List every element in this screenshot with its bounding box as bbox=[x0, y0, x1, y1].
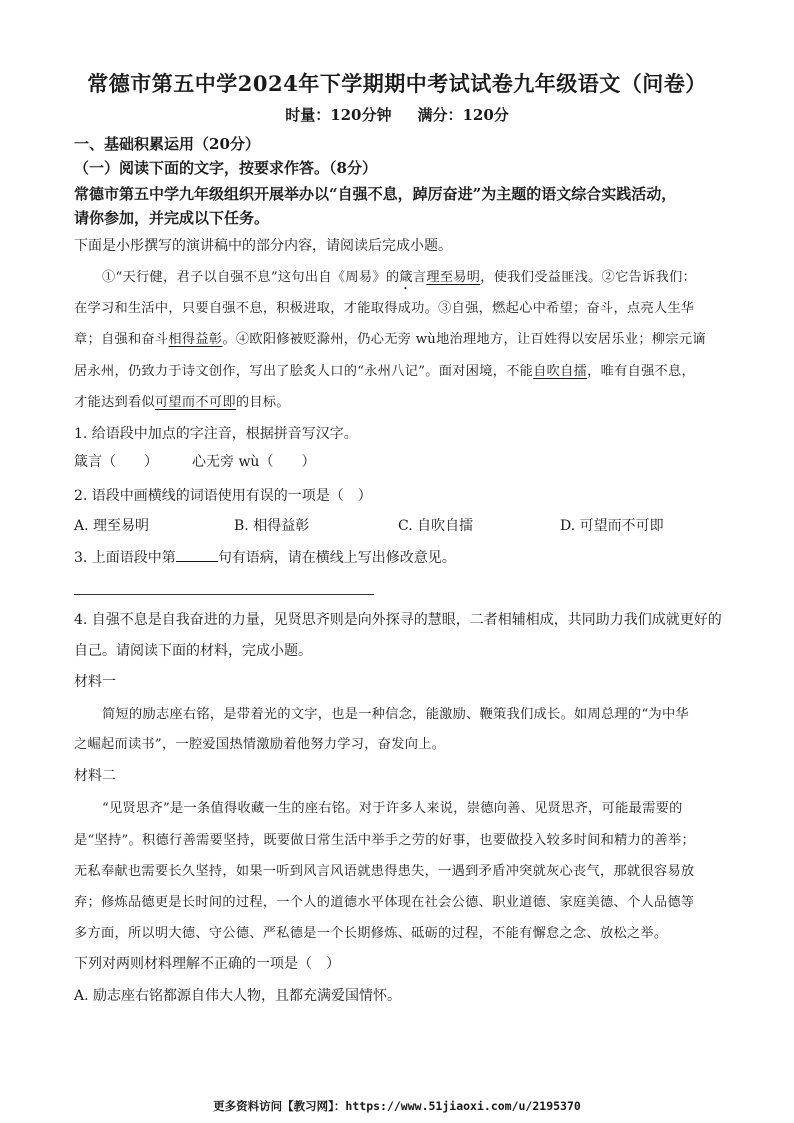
material-2-label: 材料二 bbox=[74, 768, 116, 784]
exam-title: 常德市第五中学2024年下学期期中考试试卷九年级语文（问卷） bbox=[87, 71, 707, 96]
section-heading: 一、基础积累运用（20分） bbox=[74, 135, 260, 153]
activity-intro-line2: 请你参加，并完成以下任务。 bbox=[74, 209, 270, 227]
material-2-line3: 无私奉献也需要长久坚持，如果一听到风言风语就患得患失，一遇到矛盾冲突就灰心丧气，那就很容易放 bbox=[74, 864, 695, 879]
question-4-sub-stem: 下列对两则材料理解不正确的一项是（ ） bbox=[74, 956, 340, 972]
question-4-option-a: A. 励志座右铭都源自伟大人物，且都充满爱国情怀。 bbox=[74, 988, 402, 1004]
material-2-line2: 是“坚持”。积德行善需要坚持，既要做日常生活中举手之劳的好事，也要做投入较多时间和精力的善举； bbox=[74, 833, 696, 848]
material-2-line1: “见贤思齐”是一条值得收藏一生的座右铭。对于许多人来说，崇德向善、见贤思齐，可能最需要的 bbox=[102, 801, 683, 816]
passage-line-4 bbox=[74, 360, 695, 379]
material-1-line2: 之崛起而读书”，一腔爱国热情激励着他努力学习，奋发向上。 bbox=[74, 737, 446, 752]
passage-line-3 bbox=[74, 328, 706, 347]
question-4-stem-line1: 4. 自强不息是自我奋进的力量，见贤思齐则是向外探寻的慧眼，二者相辅相成，共同助力我们成就更好的 bbox=[74, 612, 722, 628]
fill-blank bbox=[176, 547, 218, 562]
sub-section-heading: （一）阅读下面的文字，按要求作答。（8分） bbox=[74, 159, 377, 177]
passage-text: ①“天行健，君子以自强不息”这句出自《周易》的 bbox=[102, 270, 400, 285]
underlined-phrase: 相得益彰 bbox=[168, 332, 223, 347]
underlined-phrase: 可望而不可即 bbox=[154, 395, 236, 410]
option-d: D. 可望而不可即 bbox=[560, 518, 664, 534]
underlined-phrase: 自吹自擂 bbox=[533, 364, 588, 379]
question-1-item-a: 箴言（ ） bbox=[74, 454, 158, 470]
full-score: 满分：120分 bbox=[417, 106, 509, 124]
passage-lead: 下面是小彤撰写的演讲稿中的部分内容，请阅读后完成小题。 bbox=[74, 238, 452, 254]
option-b: B. 相得益彰 bbox=[234, 518, 310, 534]
activity-intro-line1: 常德市第五中学九年级组织开展举办以“自强不息，踔厉奋进”为主题的语文综合实践活动， bbox=[74, 185, 677, 203]
passage-text: 居永州，仍致力于诗文创作，写出了脍炙人口的“永州八记”。面对困境，不能 bbox=[74, 364, 534, 379]
question-4-stem-line2: 自己。请阅读下面的材料，完成小题。 bbox=[74, 643, 312, 659]
question-1-stem: 1. 给语段中加点的字注音，根据拼音写汉字。 bbox=[74, 426, 358, 442]
material-2-line4: 弃；修炼品德更是长时间的过程，一个人的道德水平体现在社会公德、职业道德、家庭美德、个人品德等 bbox=[74, 895, 695, 910]
passage-line-5 bbox=[74, 391, 290, 410]
question-text: 句有语病，请在横线上写出修改意见。 bbox=[217, 550, 456, 566]
exam-subtitle bbox=[0, 104, 794, 125]
passage-text: ，使我们受益匪浅。②它告诉我们： bbox=[480, 270, 697, 285]
passage-text: 的目标。 bbox=[235, 395, 290, 410]
material-1-line1: 简短的励志座右铭，是带着光的文字，也是一种信念，能激励、鞭策我们成长。如周总理的“为中华 bbox=[102, 707, 689, 722]
passage-line-1 bbox=[102, 266, 696, 293]
passage-text: ，唯有自强不息， bbox=[587, 364, 696, 379]
question-3-stem bbox=[74, 547, 456, 567]
passage-text: 才能达到看似 bbox=[74, 395, 155, 410]
material-1-label: 材料一 bbox=[74, 674, 116, 690]
question-text: 3. 上面语段中第 bbox=[74, 550, 176, 566]
footer-resource-link[interactable]: 更多资料访问【教习网】：https://www.51jiaoxi.com/u/2195370 bbox=[213, 1099, 581, 1113]
passage-text: 。④欧阳修被贬滁州，仍心无旁 wù地治理地方，让百姓得以安居乐业；柳宗元谪 bbox=[222, 332, 706, 347]
question-1-item-b: 心无旁 wù（ ） bbox=[192, 454, 316, 470]
question-2-stem: 2. 语段中画横线的词语使用有误的一项是（ ） bbox=[74, 488, 372, 504]
underlined-phrase: 理至易明 bbox=[426, 270, 481, 285]
passage-text: 章；自强和奋斗 bbox=[74, 332, 169, 347]
time-limit: 时量：120分钟 bbox=[285, 106, 392, 124]
passage-text: 言 bbox=[412, 270, 427, 285]
option-c: C. 自吹自擂 bbox=[398, 518, 474, 534]
answer-line bbox=[74, 594, 374, 595]
dotted-char: 箴 bbox=[399, 270, 413, 285]
option-a: A. 理至易明 bbox=[74, 518, 150, 534]
passage-line-2: 在学习和生活中，只要自强不息，积极进取，才能取得成功。③自强，燃起心中希望；奋斗，点亮人生华 bbox=[74, 301, 695, 316]
material-2-line5: 多方面，所以明大德、守公德、严私德是一个长期修炼、砥砺的过程，不能有懈怠之念、放松之举。 bbox=[74, 926, 668, 941]
